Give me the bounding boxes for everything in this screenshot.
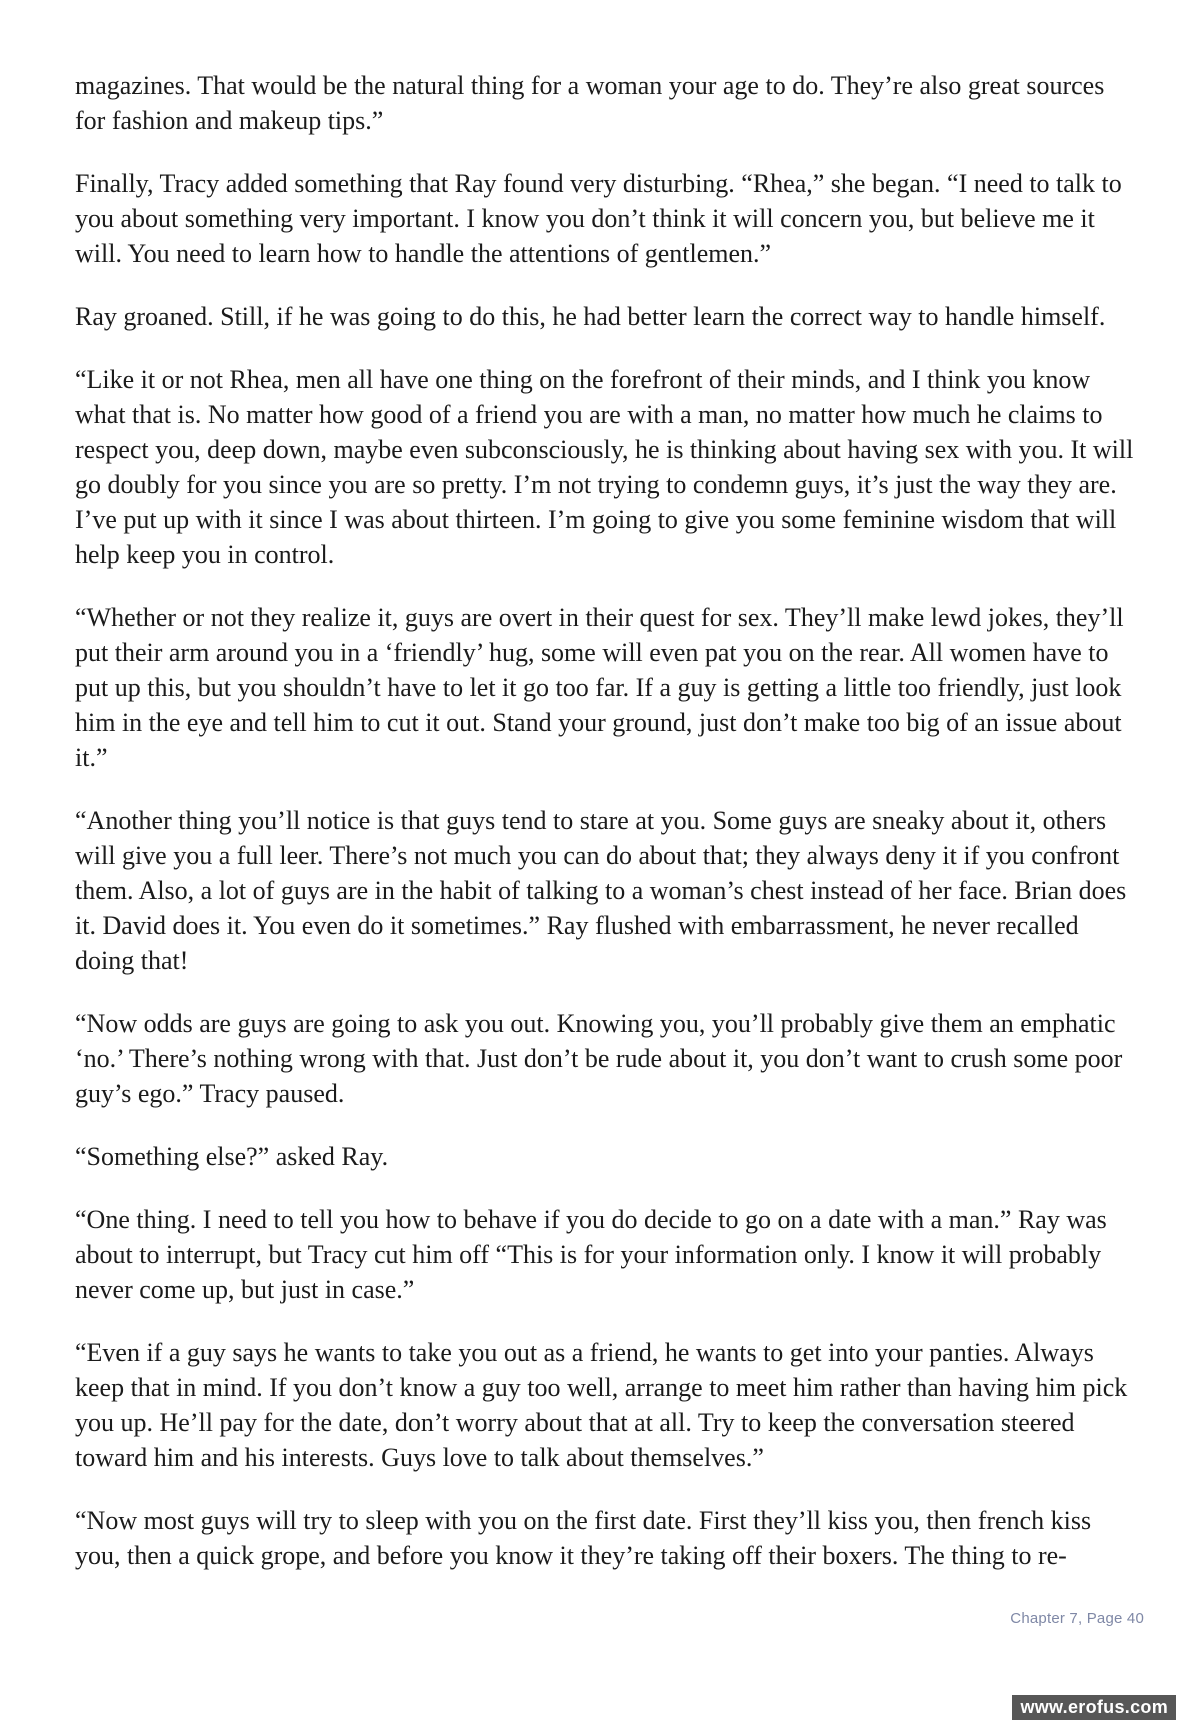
paragraph-11: “Now most guys will try to sleep with you on the first date. First they’ll kiss you, then french kiss you, then a quick grope, and before you know it they’re taking off their boxers. The thing to re- [75, 1506, 1092, 1570]
paragraph-9: “One thing. I need to tell you how to behave if you do decide to go on a date with a man.” Ray was about to interrupt, but Tracy cut him off “This is for your information only. I know it will probably never come up, but just in case.” [75, 1205, 1107, 1304]
paragraph-2: Finally, Tracy added something that Ray found very disturbing. “Rhea,” she began. “I need to talk to you about something very important. I know you don’t think it will concern you, but believe me it will. You need to learn how to handle the attentions of gentlemen.” [75, 169, 1122, 268]
paragraph-7: “Now odds are guys are going to ask you out. Knowing you, you’ll probably give them an emphatic ‘no.’ There’s nothing wrong with that. Just don’t be rude about it, you don’t want to crush some poor guy’s ego.” Tracy paused. [75, 1009, 1123, 1108]
body-text [75, 68, 1135, 1601]
paragraph-3: Ray groaned. Still, if he was going to do this, he had better learn the correct way to handle himself. [75, 302, 1106, 331]
paragraph-8: “Something else?” asked Ray. [75, 1142, 389, 1171]
paragraph-10: “Even if a guy says he wants to take you out as a friend, he wants to get into your panties. Always keep that in mind. If you don’t know a guy too well, arrange to meet him rather than having him pick you up. He’ll pay for the date, don’t worry about that at all. Try to keep the conversation steered toward him and his interests. Guys love to talk about themselves.” [75, 1338, 1128, 1472]
paragraph-6: “Another thing you’ll notice is that guys tend to stare at you. Some guys are sneaky about it, others will give you a full leer. There’s not much you can do about that; they always deny it if you confront them. Also, a lot of guys are in the habit of talking to a woman’s chest instead of her face. Brian does it. David does it. You even do it sometimes.” Ray flushed with embarrassment, he never recalled doing that! [75, 806, 1127, 975]
watermark: www.erofus.com [1012, 1695, 1176, 1720]
paragraph-1: magazines. That would be the natural thing for a woman your age to do. They’re also great sources for fashion and makeup tips.” [75, 71, 1105, 135]
paragraph-5: “Whether or not they realize it, guys are overt in their quest for sex. They’ll make lewd jokes, they’ll put their arm around you in a ‘friendly’ hug, some will even pat you on the rear. All women have to put up this, but you shouldn’t have to let it go too far. If a guy is getting a little too friendly, just look him in the eye and tell him to cut it out. Stand your ground, just don’t make too big of an issue about it.” [75, 603, 1124, 772]
paragraph-4: “Like it or not Rhea, men all have one thing on the forefront of their minds, and I think you know what that is. No matter how good of a friend you are with a man, no matter how much he claims to respect you, deep down, maybe even subconsciously, he is thinking about having sex with you. It will go doubly for you since you are so pretty. I’m not trying to condemn guys, it’s just the way they are. I’ve put up with it since I was about thirteen. I’m going to give you some feminine wisdom that will help keep you in control. [75, 365, 1134, 569]
page-footer: Chapter 7, Page 40 [1010, 1610, 1144, 1627]
